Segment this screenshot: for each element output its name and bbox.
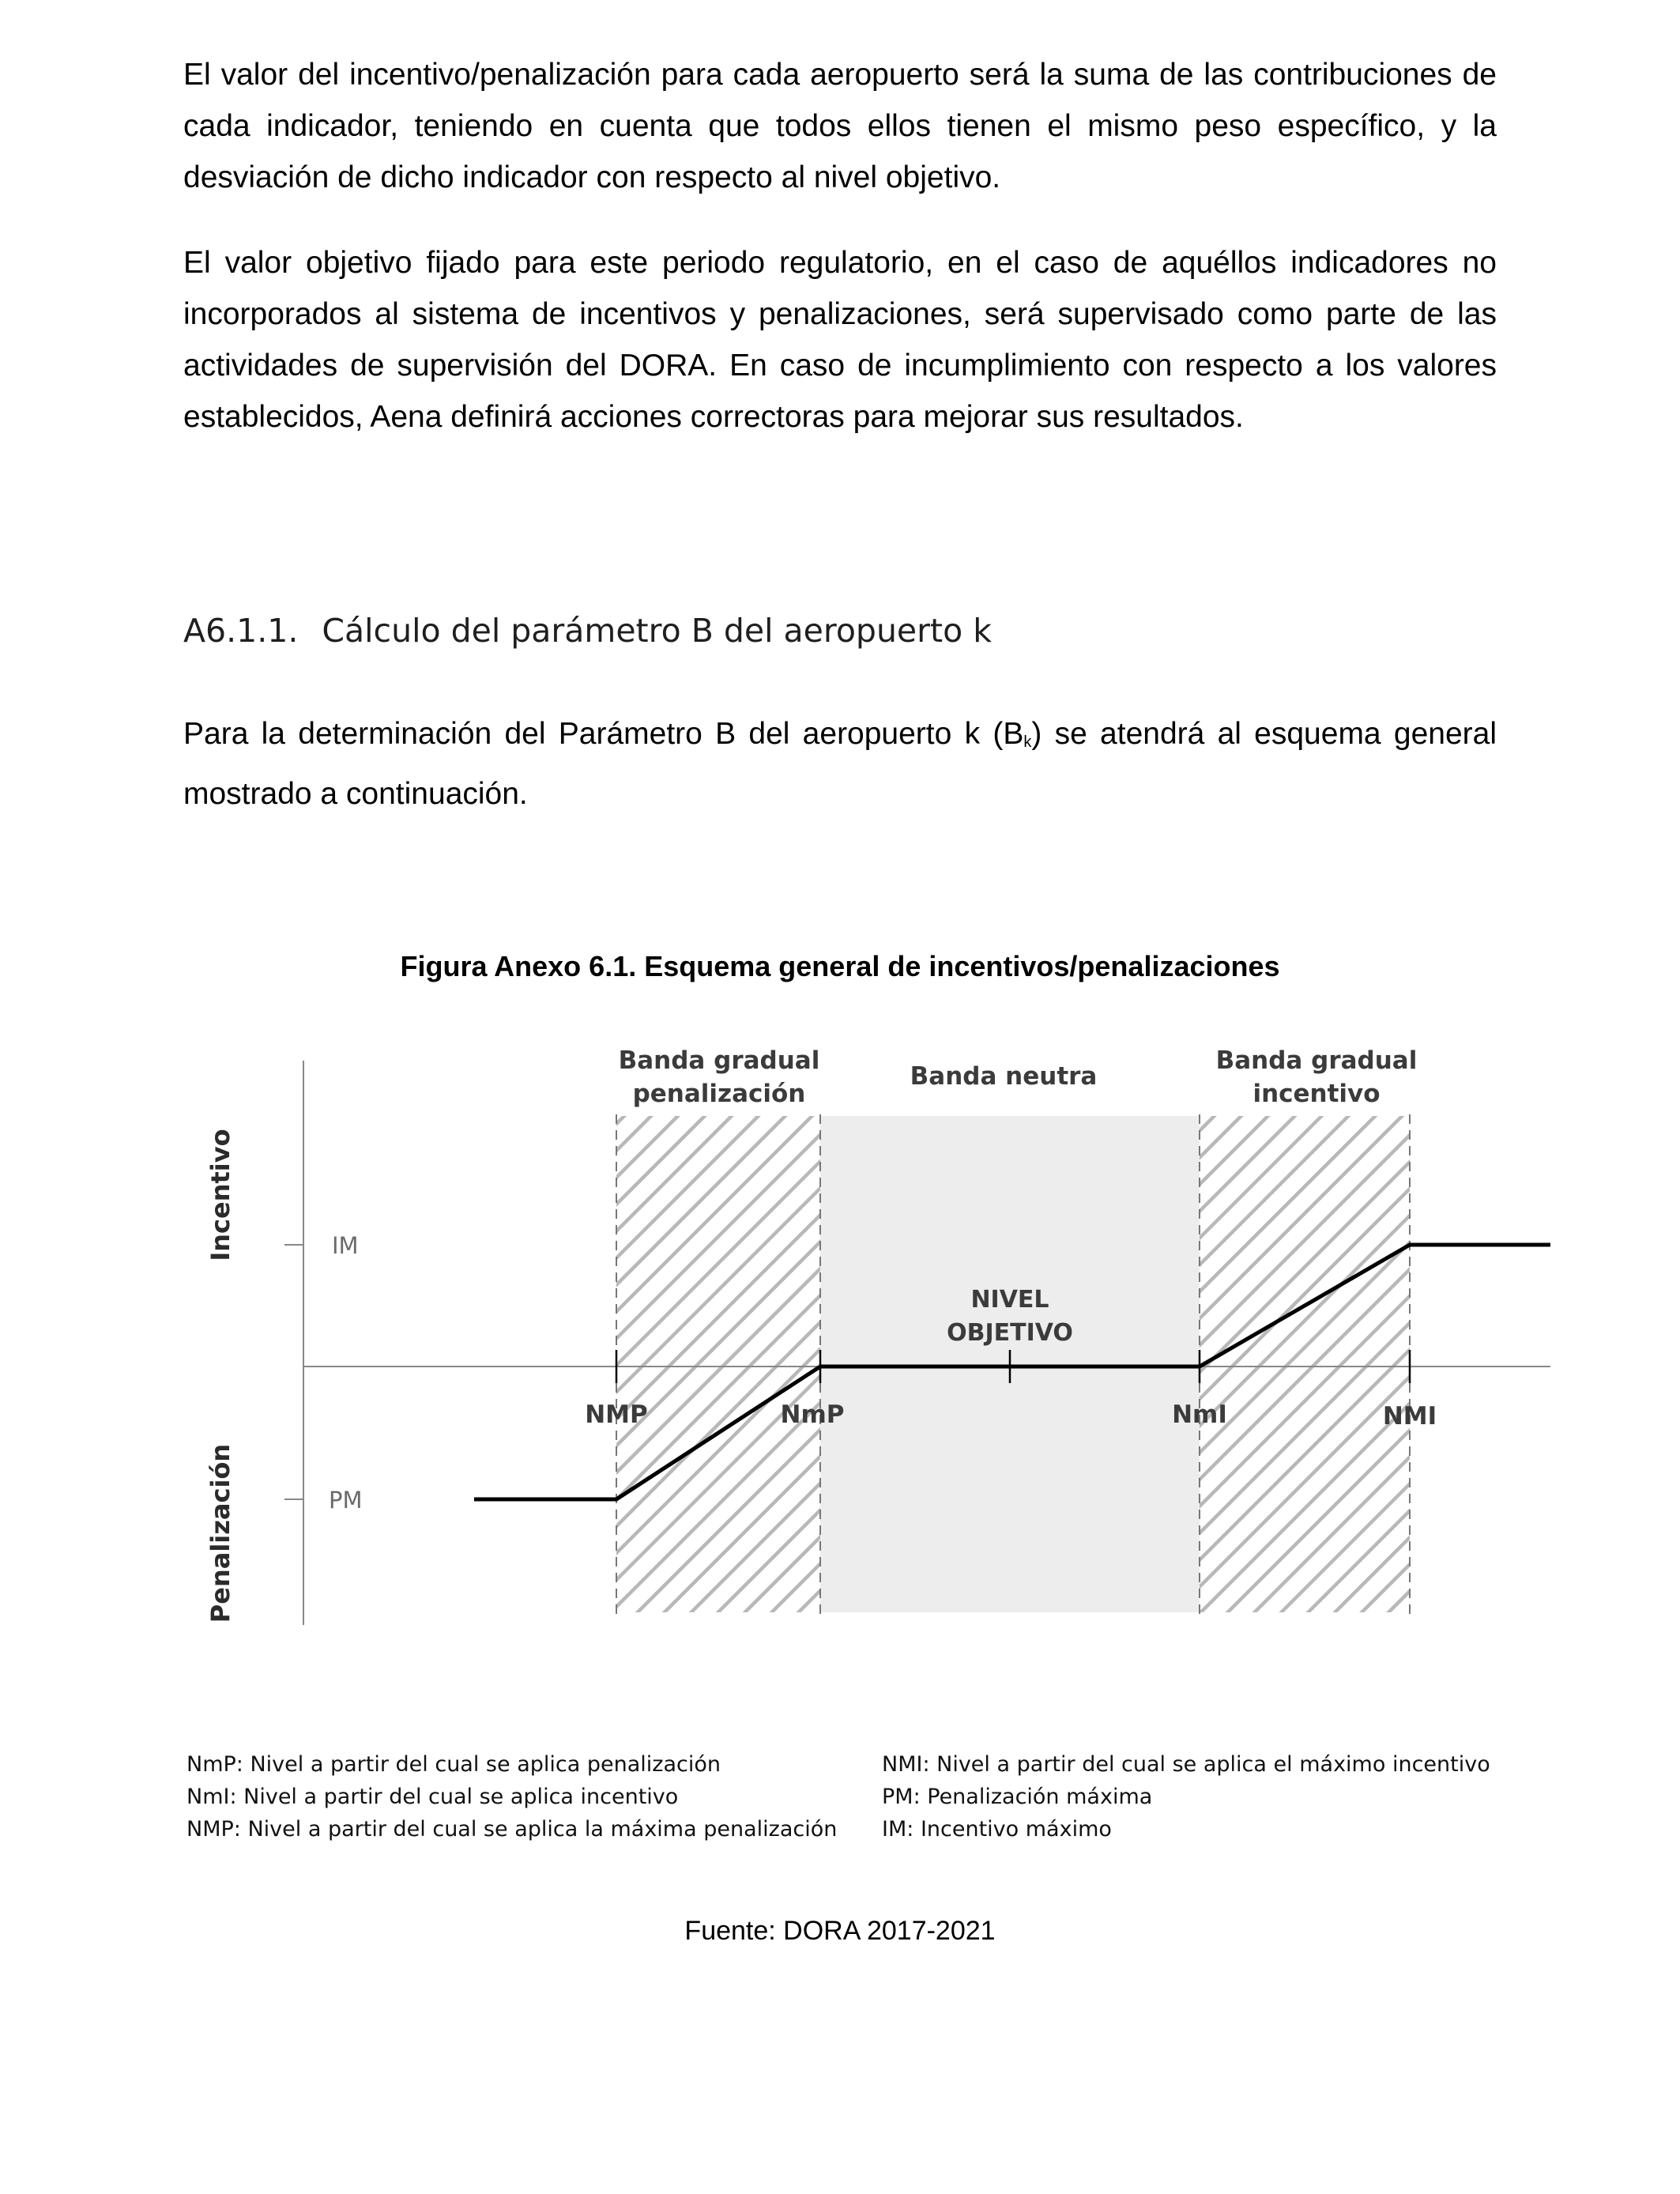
band-neutral-label: Banda neutra xyxy=(910,1062,1098,1091)
legend-item: NMP: Nivel a partir del cual se aplica la máxima penalización xyxy=(186,1817,838,1842)
figure-source: Fuente: DORA 2017-2021 xyxy=(684,1916,996,1946)
incentive-penalty-diagram xyxy=(174,1027,1573,1644)
legend-item: NMI: Nivel a partir del cual se aplica el máximo incentivo xyxy=(882,1752,1490,1777)
point-nmi-min: NmI xyxy=(1172,1400,1227,1429)
section-number: A6.1.1. xyxy=(183,612,299,650)
band-penalty-label-2: penalización xyxy=(632,1080,806,1108)
legend-item: NmP: Nivel a partir del cual se aplica penalización xyxy=(186,1752,721,1777)
band-incentive-label-1: Banda gradual xyxy=(1215,1046,1418,1075)
penalty-gradual-band xyxy=(616,1116,820,1612)
point-nmp-max: NMP xyxy=(585,1400,648,1429)
target-label-1: NIVEL xyxy=(970,1286,1049,1314)
incentive-gradual-band xyxy=(1200,1116,1410,1612)
intro-text-after: ) se atendrá al esquema general mostrado a continuación. xyxy=(183,717,1497,811)
intro-text-before: Para la determinación del Parámetro B del aeropuerto k (B xyxy=(183,717,1024,751)
point-nmp-min: NmP xyxy=(780,1400,845,1429)
intro-subscript: k xyxy=(1023,733,1032,751)
paragraph-target-value: El valor objetivo fijado para este periodo regulatorio, en el caso de aquéllos indicadores no incorporados al sistema de incentivos y penalizaciones, será supervisado como parte de las actividades de supervisión del DORA. En caso de incumplimiento con respecto a los valores establecidos, Aena definirá acciones correctoras para mejorar sus resultados. xyxy=(183,246,1497,434)
legend-item: PM: Penalización máxima xyxy=(882,1785,1153,1809)
paragraph-intro xyxy=(183,708,1497,820)
section-title: Cálculo del parámetro B del aeropuerto k xyxy=(322,612,992,650)
paragraph-incentive-sum: El valor del incentivo/penalización para cada aeropuerto será la suma de las contribuciones de cada indicador, teniendo en cuenta que todos ellos tienen el mismo peso específico, y la desviación de dicho indicador con respecto al nivel objetivo. xyxy=(183,58,1497,194)
band-incentive-label-2: incentivo xyxy=(1252,1080,1381,1108)
axis-label-penalty: Penalización xyxy=(205,1443,235,1623)
legend-item: IM: Incentivo máximo xyxy=(882,1817,1112,1842)
legend-right xyxy=(882,1748,1490,1845)
legend-left xyxy=(186,1748,837,1845)
level-pm: PM xyxy=(329,1487,363,1514)
figure-title: Figura Anexo 6.1. Esquema general de incentivos/penalizaciones xyxy=(400,950,1280,982)
axis-label-incentive: Incentivo xyxy=(205,1129,235,1261)
point-nmi-max: NMI xyxy=(1382,1402,1437,1431)
section-heading xyxy=(183,612,992,650)
legend-item: NmI: Nivel a partir del cual se aplica incentivo xyxy=(186,1785,679,1809)
level-im: IM xyxy=(332,1232,359,1259)
target-label-2: OBJETIVO xyxy=(947,1319,1073,1347)
band-penalty-label-1: Banda gradual xyxy=(618,1046,820,1075)
